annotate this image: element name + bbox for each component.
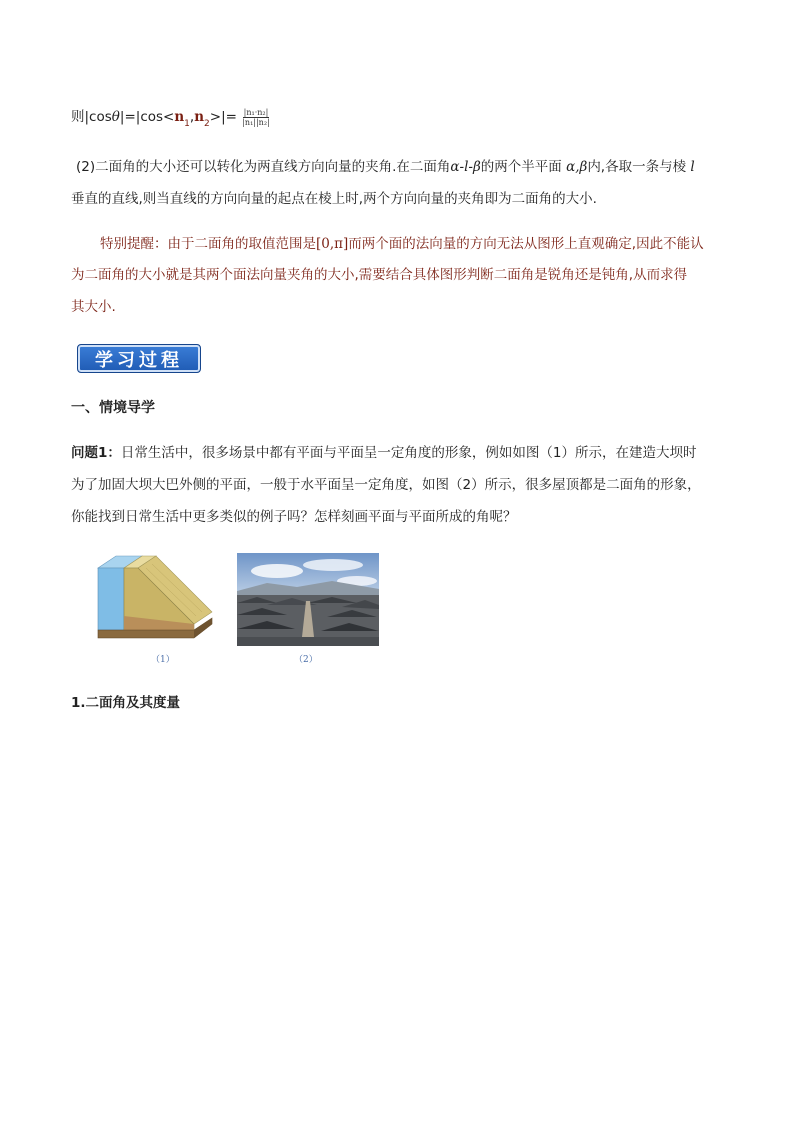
tip-line1 bbox=[100, 234, 704, 254]
problem-line3: 你能找到日常生活中更多类似的例子吗？怎样刻画平面与平面所成的角呢？ bbox=[71, 509, 517, 525]
section-heading: 一、情境导学 bbox=[71, 400, 155, 416]
section-banner: 学习过程 bbox=[77, 344, 201, 373]
formula-comma: , bbox=[189, 109, 195, 125]
dam-figure bbox=[96, 554, 214, 640]
subsection-heading: 1.二面角及其度量 bbox=[71, 695, 181, 711]
fraction-denominator: |n₁||n₂| bbox=[242, 117, 270, 127]
formula-prefix: 则|cos bbox=[71, 109, 112, 125]
tip-range: [0,π] bbox=[316, 236, 349, 252]
formula-fraction bbox=[241, 108, 271, 127]
problem-text-1: 日常生活中，很多场景中都有平面与平面呈一定角度的形象，例如如图（1）所示，在建造大坝时 bbox=[120, 445, 697, 461]
para2-math-l: l bbox=[690, 159, 695, 175]
tip-text-a: 特别提醒：由于二面角的取值范围是 bbox=[100, 236, 316, 252]
formula-close: >|= bbox=[209, 109, 237, 125]
problem-label: 问题1： bbox=[71, 445, 121, 461]
fraction-numerator: |n₁·n₂| bbox=[243, 107, 269, 117]
tip-line3: 其大小. bbox=[71, 299, 116, 315]
formula-sub2: 2 bbox=[204, 119, 210, 129]
formula-n2: n bbox=[194, 109, 205, 125]
problem-line2: 为了加固大坝大巴外侧的平面，一般于水平面呈一定角度，如图（2）所示，很多屋顶都是二面角的形象， bbox=[71, 477, 701, 493]
para2-text-c: 内,各取一条与棱 bbox=[587, 159, 687, 175]
figure2-caption: （2） bbox=[294, 655, 318, 665]
para2-line2: 垂直的直线,则当直线的方向向量的起点在棱上时,两个方向向量的夹角即为二面角的大小. bbox=[71, 191, 597, 207]
formula-mid: |=|cos< bbox=[119, 109, 175, 125]
para2-math-alpha-beta: α,β bbox=[566, 159, 588, 175]
tip-line2: 为二面角的大小就是其两个面法向量夹角的大小,需要结合具体图形判断二面角是锐角还是钝角,从而求得 bbox=[71, 267, 688, 283]
para2-line1 bbox=[76, 157, 695, 177]
formula-sub1: 1 bbox=[184, 119, 190, 129]
tip-text-b: 而两个面的法向量的方向无法从图形上直观确定,因此不能认 bbox=[348, 236, 704, 252]
formula-theta: θ bbox=[111, 109, 120, 125]
para2-text-a: (2)二面角的大小还可以转化为两直线方向向量的夹角.在二面角 bbox=[76, 159, 451, 175]
problem-line1 bbox=[71, 443, 697, 463]
rooftops-figure bbox=[237, 553, 379, 646]
figure1-caption: （1） bbox=[151, 655, 175, 665]
para2-text-b: 的两个半平面 bbox=[480, 159, 562, 175]
formula-line bbox=[71, 107, 271, 129]
para2-math-alpha-l-beta: α-l-β bbox=[450, 159, 481, 175]
formula-n1: n bbox=[174, 109, 185, 125]
